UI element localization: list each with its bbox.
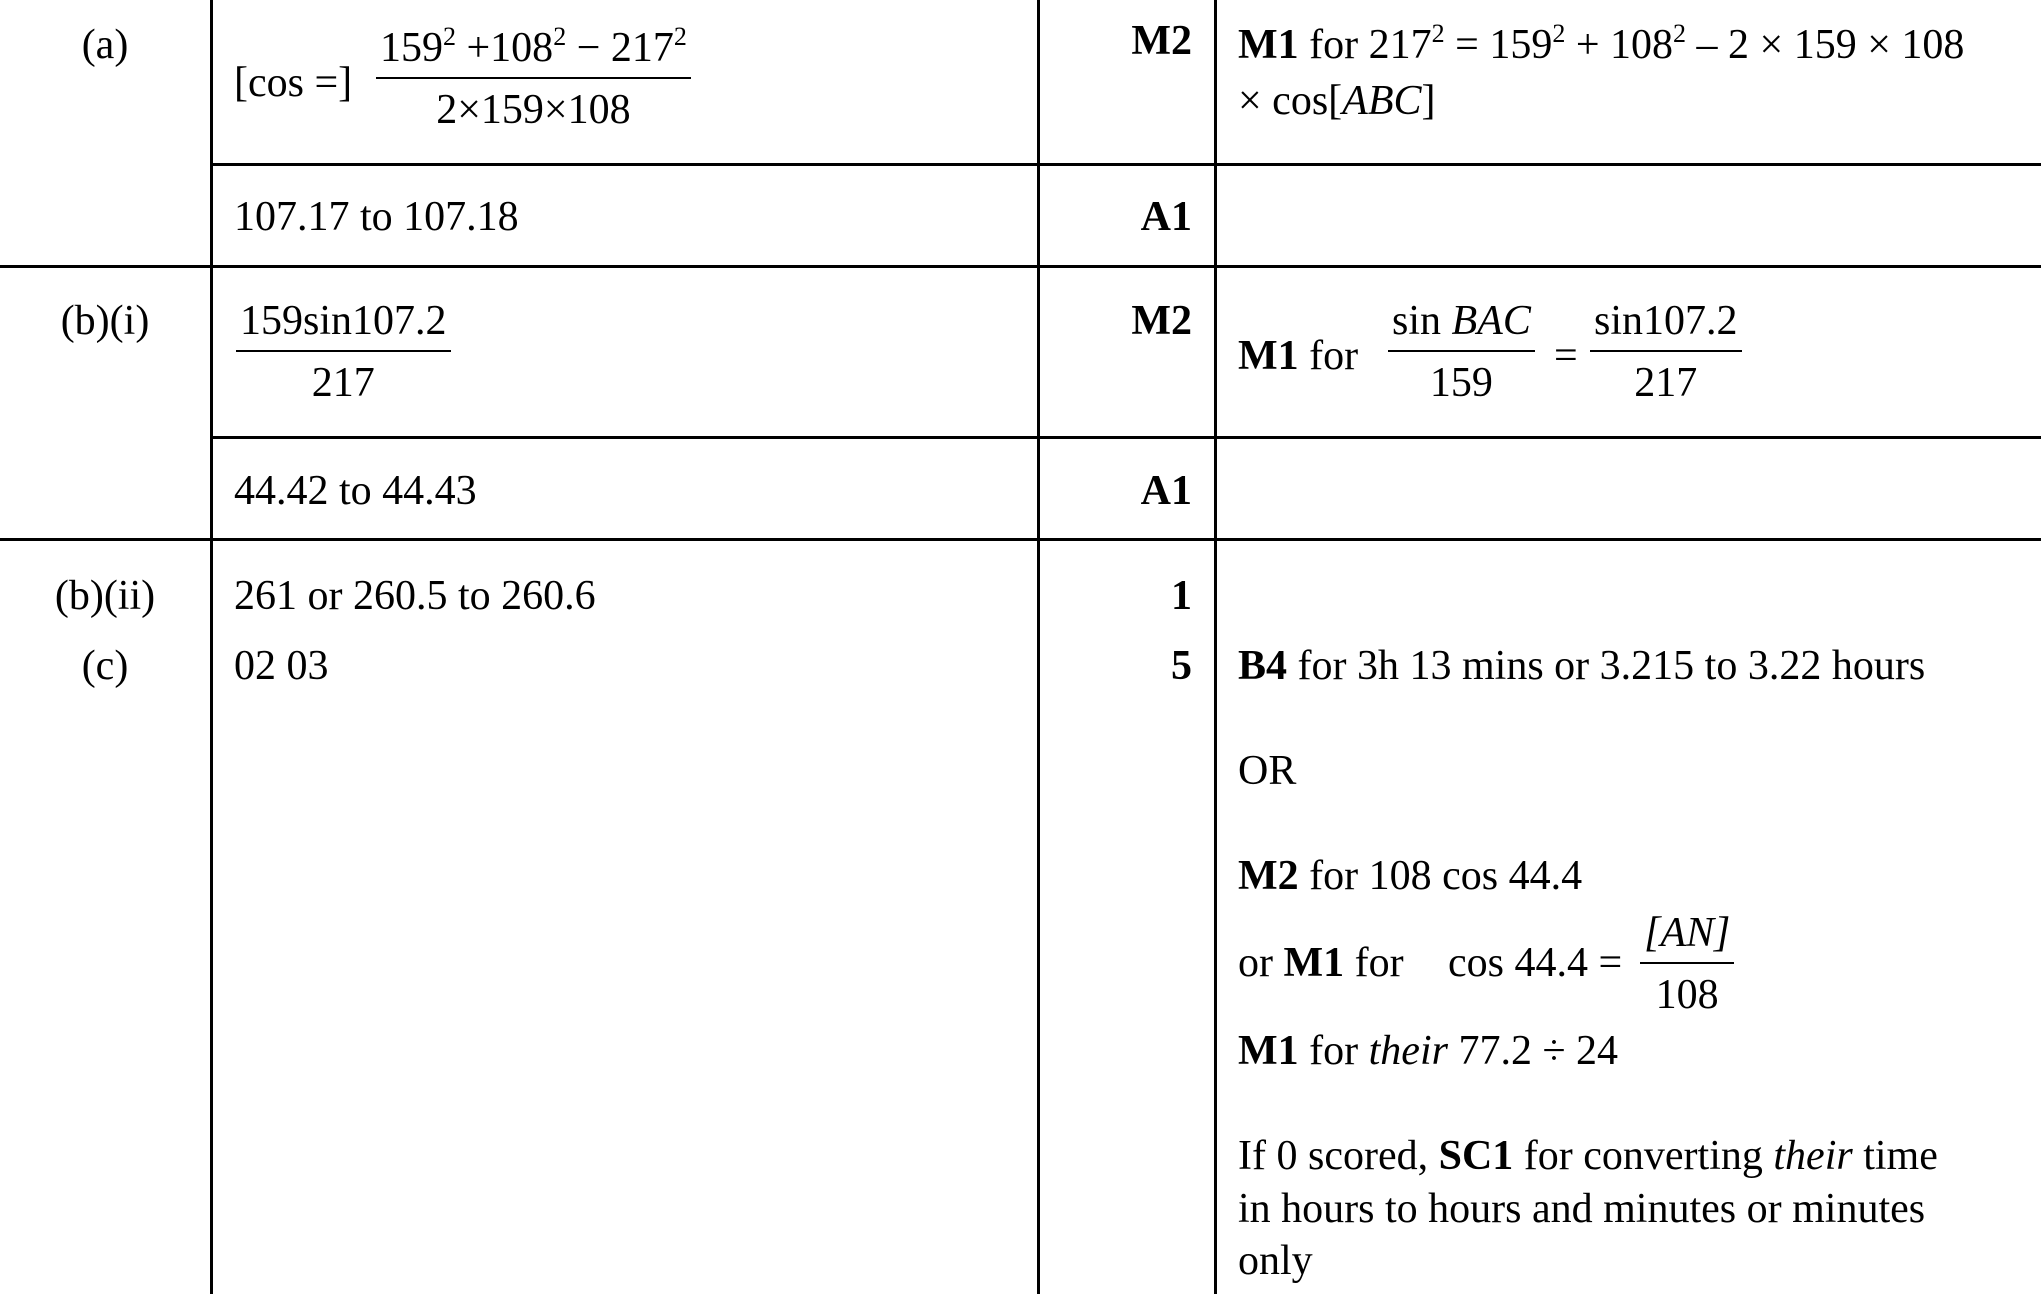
- part-label-bii: (b)(ii): [54, 573, 156, 619]
- guidance-c-sc1-line1: If 0 scored, SC1 for converting their time: [1238, 1133, 1938, 1179]
- row-divider-bi-bii: [0, 538, 2041, 541]
- answer-c: 02 03: [234, 643, 329, 689]
- guidance-c-m1-prefix: or M1 for: [1238, 940, 1404, 986]
- mark-bi-accuracy: A1: [1140, 468, 1192, 514]
- guidance-bi-fraction-1: [1388, 300, 1535, 404]
- guidance-c-m2: M2 for 108 cos 44.4: [1238, 853, 1583, 899]
- mark-bii: 1: [1171, 573, 1192, 619]
- guidance-bi-numerator-2: sin107.2: [1590, 300, 1742, 352]
- working-numerator-a: $159^2 +108^2 - 217^2$: [376, 27, 691, 79]
- answer-bii: 261 or 260.5 to 260.6: [234, 573, 596, 619]
- guidance-bi-denominator-2: 217: [1634, 360, 1698, 406]
- row-divider-a-inner: [210, 163, 2041, 166]
- working-denominator-bi: 217: [311, 360, 375, 406]
- row-divider-a-b: [0, 265, 2041, 268]
- guidance-c-sc1-line2: in hours to hours and minutes or minutes: [1238, 1186, 1926, 1232]
- guidance-a-line1: M1 for $217^2 = 159^2 + 108^2 - 2 \times 159 \times 108$: [1238, 19, 1965, 68]
- guidance-a-line2: × cos[ABC]: [1238, 78, 1436, 124]
- guidance-c-or: OR: [1238, 748, 1297, 794]
- guidance-c-b4: B4 for 3h 13 mins or 3.215 to 3.22 hours: [1238, 643, 1926, 689]
- guidance-bi-equals: =: [1554, 333, 1578, 379]
- guidance-c-numerator: [AN]: [1640, 912, 1734, 964]
- answer-a: 107.17 to 107.18: [234, 194, 519, 240]
- guidance-c-cos-lhs: cos 44.4 =: [1448, 940, 1623, 986]
- guidance-bi-fraction-2: [1590, 300, 1742, 404]
- working-numerator-bi: 159sin107.2: [236, 300, 451, 352]
- guidance-bi-numerator-1: sin BAC: [1388, 300, 1535, 352]
- part-label-c: (c): [81, 643, 129, 689]
- column-divider-3: [1214, 0, 1217, 1294]
- row-divider-bi-inner: [210, 436, 2041, 439]
- guidance-c-denominator: 108: [1655, 972, 1719, 1018]
- mark-a-accuracy: A1: [1140, 194, 1192, 240]
- guidance-c-fraction: [1640, 912, 1734, 1016]
- mark-bi-method: M2: [1131, 298, 1192, 344]
- mark-c: 5: [1171, 643, 1192, 689]
- part-label-bi: (b)(i): [60, 298, 150, 344]
- working-fraction-a: [376, 22, 691, 133]
- working-denominator-a: 2×159×108: [436, 87, 631, 133]
- guidance-c-sc1-line3: only: [1238, 1238, 1313, 1284]
- working-prefix-a: [cos =]: [234, 60, 353, 106]
- part-label-a: (a): [81, 22, 129, 68]
- guidance-c-m1-their: M1 for their 77.2 ÷ 24: [1238, 1028, 1619, 1074]
- answer-bi: 44.42 to 44.43: [234, 468, 477, 514]
- column-divider-1: [210, 0, 213, 1294]
- guidance-bi-prefix: M1 for: [1238, 333, 1359, 379]
- guidance-bi-denominator-1: 159: [1429, 360, 1493, 406]
- working-fraction-bi: [236, 300, 451, 404]
- mark-a-method: M2: [1131, 18, 1192, 64]
